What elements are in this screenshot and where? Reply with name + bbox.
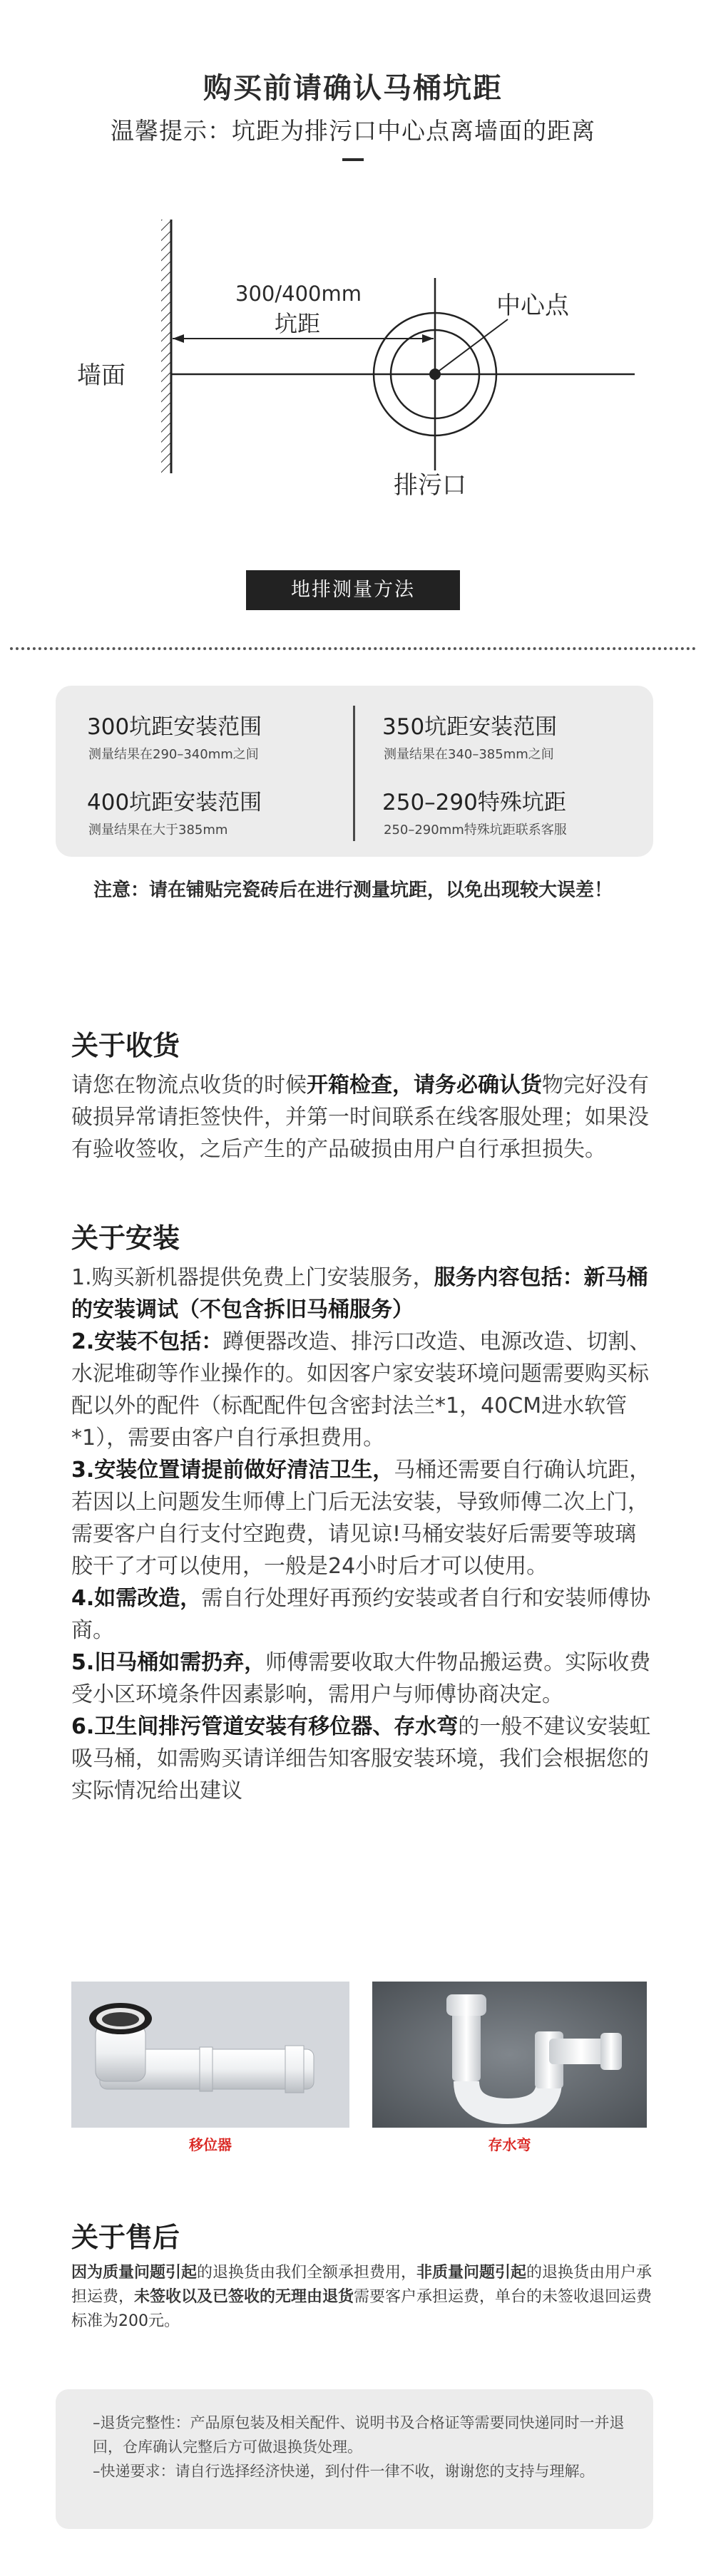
range-title-400: 400坑距安装范围 bbox=[87, 790, 262, 815]
shifter-illustration bbox=[71, 1982, 349, 2128]
distance-label: 300/400mm bbox=[235, 282, 362, 306]
receiving-text-bold: 开箱检查，请务必确认货 bbox=[307, 1073, 542, 1098]
receiving-text bbox=[71, 1069, 656, 1165]
tip-text: 温馨提示：坑距为排污口中心点离墙面的距离 bbox=[111, 117, 595, 145]
range-title-350: 350坑距安装范围 bbox=[382, 714, 558, 740]
install-item-1-a: 1.购买新机器提供免费上门安装服务， bbox=[71, 1265, 434, 1290]
range-title-300: 300坑距安装范围 bbox=[87, 714, 262, 740]
arrow-left-icon bbox=[173, 334, 184, 343]
pit-distance-diagram bbox=[0, 200, 706, 527]
page-title: 购买前请确认马桶坑距 bbox=[203, 72, 503, 105]
wall-label: 墙面 bbox=[77, 361, 126, 390]
note-express: –快递要求：请自行选择经济快递，到付件一律不收，谢谢您的支持与理解。 bbox=[93, 2463, 595, 2480]
install-heading: 关于安装 bbox=[71, 1222, 180, 1254]
aftersale-text-2: 的退换货由我们全额承担费用， bbox=[197, 2264, 417, 2282]
install-item-2 bbox=[71, 1326, 656, 1454]
shifter-image bbox=[71, 1982, 349, 2128]
arrow-right-icon bbox=[422, 334, 434, 343]
install-item-6-b: 的一般不建议安装虹吸马桶，如需购买请详细告知客服安装环境，我们会根据您的实际情况给出建议 bbox=[71, 1714, 651, 1803]
aftersale-text-4: 的退换货由用户承担运费， bbox=[71, 2264, 653, 2306]
aftersale-heading: 关于售后 bbox=[71, 2222, 180, 2253]
trap-illustration bbox=[372, 1982, 647, 2128]
install-item-3-b: 马桶还需要自行确认坑距，若因以上问题发生师傅上门后无法安装，导致师傅二次上门，需要客户自行支付空跑费，请见谅!马桶安装好后需要等玻璃胶干了才可以使用，一般是24小时后才可以使用。 bbox=[71, 1458, 651, 1579]
pit-label: 坑距 bbox=[275, 310, 321, 337]
install-item-4-b: 需自行处理好再预约安装或者自行和安装师傅协商。 bbox=[71, 1586, 651, 1643]
wall-hatch bbox=[161, 220, 171, 473]
install-item-6-a: 6.卫生间排污管道安装有移位器、存水弯 bbox=[71, 1714, 459, 1739]
range-sub-300: 测量结果在290–340mm之间 bbox=[88, 747, 259, 762]
receiving-text-a: 请您在物流点收货的时候 bbox=[71, 1073, 307, 1098]
install-item-5-b: 师傅需要收取大件物品搬运费。实际收费受小区环境条件因素影响，需用户与师傅协商决定。 bbox=[71, 1650, 651, 1707]
install-item-3 bbox=[71, 1454, 656, 1582]
dotted-divider bbox=[10, 647, 696, 650]
install-item-2-a: 2.安装不包括： bbox=[71, 1329, 223, 1354]
drain-label: 排污口 bbox=[394, 471, 466, 500]
center-label: 中心点 bbox=[496, 292, 569, 320]
note-return-integrity: –退货完整性：产品原包装及相关配件、说明书及合格证等需要同快递同时一并退回，仓库确认完整后方可做退换货处理。 bbox=[93, 2414, 625, 2456]
install-item-6 bbox=[71, 1711, 656, 1807]
notes-text bbox=[93, 2411, 628, 2483]
install-item-5 bbox=[71, 1647, 656, 1711]
install-item-1 bbox=[71, 1262, 656, 1326]
range-sub-400: 测量结果在大于385mm bbox=[88, 823, 228, 838]
shifter-caption: 移位器 bbox=[189, 2136, 232, 2153]
receiving-heading: 关于收货 bbox=[71, 1030, 180, 1061]
aftersale-text bbox=[71, 2261, 656, 2334]
warning-text: 注意：请在铺贴完瓷砖后在进行测量坑距，以免出现较大误差！ bbox=[93, 880, 613, 901]
range-sub-250: 250–290mm特殊坑距联系客服 bbox=[384, 823, 567, 838]
install-item-2-b: 蹲便器改造、排污口改造、电源改造、切割、水泥堆砌等作业操作的。如因客户家安装环境问题需要购买标配以外的配件（标配配件包含密封法兰*1，40CM进水软管*1），需要由客户自行承担费用。 bbox=[71, 1329, 651, 1451]
range-sub-350: 测量结果在340–385mm之间 bbox=[384, 747, 554, 762]
install-item-4 bbox=[71, 1582, 656, 1647]
aftersale-bold-5: 未签收以及已签收的无理由退货 bbox=[134, 2288, 354, 2306]
trap-image bbox=[372, 1982, 647, 2128]
diagram-svg bbox=[0, 200, 706, 527]
install-item-1-b: 服务内容包括：新马桶的安装调试（不包含拆旧马桶服务） bbox=[71, 1265, 648, 1322]
divider bbox=[342, 158, 364, 161]
receiving-text-c: 物完好没有破损异常请拒签快件，并第一时间联系在线客服处理；如果没有验收签收，之后产生的产品破损由用户自行承担损失。 bbox=[71, 1073, 649, 1162]
trap-caption: 存水弯 bbox=[488, 2136, 531, 2153]
install-item-5-a: 5.旧马桶如需扔弃， bbox=[71, 1650, 266, 1675]
range-title-250: 250–290特殊坑距 bbox=[382, 790, 566, 815]
install-text bbox=[71, 1262, 656, 1807]
range-divider bbox=[353, 706, 355, 841]
install-item-3-a: 3.安装位置请提前做好清洁卫生， bbox=[71, 1458, 394, 1483]
install-item-4-a: 4.如需改造， bbox=[71, 1586, 202, 1611]
aftersale-bold-3: 非质量问题引起 bbox=[416, 2264, 527, 2282]
aftersale-bold-1: 因为质量问题引起 bbox=[71, 2264, 198, 2282]
aftersale-text-6: 需要客户承担运费，单台的未签收退回运费标准为200元。 bbox=[71, 2288, 653, 2330]
measurement-method-button[interactable]: 地排测量方法 bbox=[246, 570, 460, 610]
